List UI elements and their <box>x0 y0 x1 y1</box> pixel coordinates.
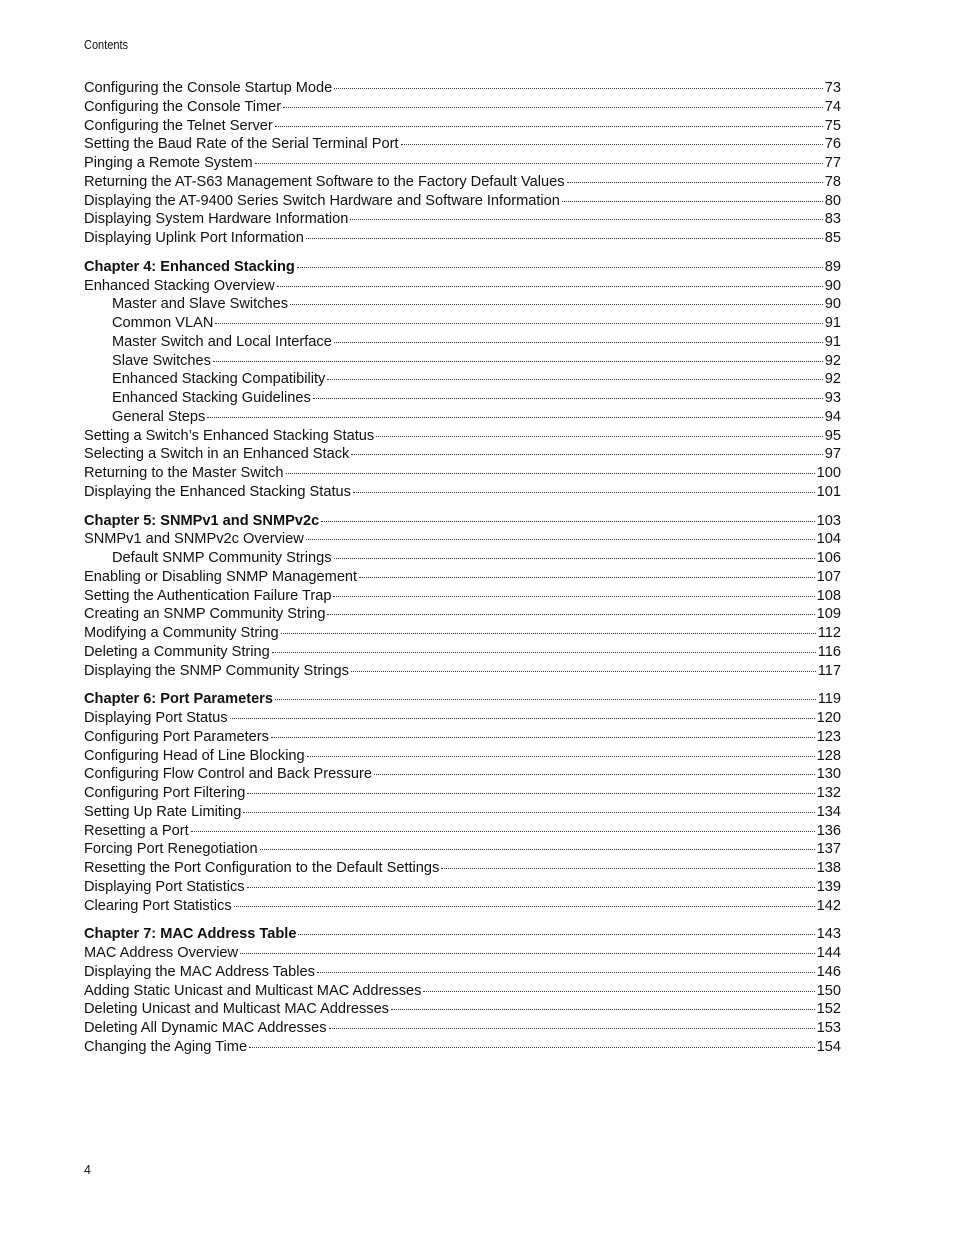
toc-entry[interactable] <box>84 117 841 136</box>
dot-leader <box>391 1008 815 1010</box>
dot-leader <box>275 698 816 700</box>
toc-entry[interactable] <box>84 277 841 296</box>
toc-entry-title: Master Switch and Local Interface <box>112 333 332 350</box>
toc-entry-title: Enabling or Disabling SNMP Management <box>84 568 358 585</box>
toc-entry[interactable] <box>84 427 841 446</box>
dot-leader <box>247 792 814 794</box>
toc-entry[interactable] <box>84 79 841 98</box>
toc-entry[interactable] <box>84 98 841 117</box>
dot-leader <box>306 538 815 540</box>
dot-leader <box>240 952 815 954</box>
page-number: 4 <box>84 1163 91 1177</box>
dot-leader <box>191 830 815 832</box>
toc-entry[interactable] <box>84 878 841 897</box>
toc-entry[interactable] <box>84 662 841 681</box>
dot-leader <box>374 773 815 775</box>
toc-entry-page: 83 <box>824 211 841 228</box>
dot-leader <box>562 200 823 202</box>
toc-entry-page: 90 <box>824 296 841 313</box>
dot-leader <box>327 378 822 380</box>
toc-entry-page: 95 <box>824 427 841 444</box>
toc-chapter-heading[interactable] <box>84 512 841 531</box>
toc-entry-title: Clearing Port Statistics <box>84 897 232 914</box>
dot-leader <box>260 848 815 850</box>
toc-entry[interactable] <box>84 445 841 464</box>
toc-entry-title: Returning to the Master Switch <box>84 465 284 481</box>
toc-entry-page: 150 <box>816 982 841 999</box>
dot-leader <box>234 905 815 907</box>
toc-entry-page: 80 <box>824 192 841 209</box>
toc-entry-page: 152 <box>816 1001 841 1018</box>
toc-entry-title: Setting the Authentication Failure Trap <box>84 587 332 604</box>
toc-entry[interactable] <box>84 192 841 211</box>
toc-entry[interactable] <box>84 314 841 333</box>
toc-entry[interactable] <box>84 1019 841 1038</box>
toc-entry-title: Chapter 7: MAC Address Table <box>84 926 297 943</box>
toc-entry-title: Forcing Port Renegotiation <box>84 841 258 858</box>
toc-entry-page: 108 <box>816 587 841 604</box>
dot-leader <box>297 266 823 268</box>
toc-entry-title: Resetting the Port Configuration to the Default Settings <box>84 860 440 876</box>
toc-entry[interactable] <box>84 173 841 192</box>
toc-entry-title: Enhanced Stacking Compatibility <box>112 371 326 388</box>
toc-entry-title: Chapter 6: Port Parameters <box>84 691 273 708</box>
toc-entry-title: Changing the Aging Time <box>84 1038 248 1055</box>
toc-entry-title: Adding Static Unicast and Multicast MAC Addresses <box>84 982 422 999</box>
dot-leader <box>334 557 815 559</box>
dot-leader <box>567 181 823 183</box>
toc-entry[interactable] <box>84 643 841 662</box>
toc-entry-title: SNMPv1 and SNMPv2c Overview <box>84 531 304 548</box>
toc-entry[interactable] <box>84 154 841 173</box>
toc-entry-title: Creating an SNMP Community String <box>84 606 326 623</box>
toc-entry[interactable] <box>84 408 841 427</box>
toc-entry-page: 136 <box>816 822 841 839</box>
toc-entry[interactable] <box>84 587 841 606</box>
dot-leader <box>255 162 823 164</box>
dot-leader <box>321 520 814 522</box>
toc-entry-title: Configuring Head of Line Blocking <box>84 747 305 764</box>
toc-entry-title: Configuring the Console Timer <box>84 98 282 115</box>
toc-entry-page: 91 <box>824 315 841 331</box>
dot-leader <box>215 322 822 324</box>
toc-entry-title: Enhanced Stacking Guidelines <box>112 390 311 406</box>
dot-leader <box>272 651 816 653</box>
toc-section <box>84 258 841 502</box>
toc-entry-title: Default SNMP Community Strings <box>112 550 332 566</box>
toc-chapter-heading[interactable] <box>84 258 841 277</box>
toc-entry-page: 109 <box>816 606 841 623</box>
toc-entry[interactable] <box>84 1000 841 1019</box>
toc-entry-title: Configuring Port Filtering <box>84 785 246 801</box>
toc-entry-title: Configuring Port Parameters <box>84 728 269 745</box>
toc-entry-page: 123 <box>816 728 841 745</box>
toc-entry[interactable] <box>84 605 841 624</box>
dot-leader <box>275 125 823 127</box>
toc-entry-title: Displaying the MAC Address Tables <box>84 963 315 980</box>
toc-entry-title: Resetting a Port <box>84 822 189 839</box>
toc-entry[interactable] <box>84 568 841 587</box>
toc-entry-page: 112 <box>817 625 841 641</box>
toc-entry[interactable] <box>84 840 841 859</box>
toc-entry-page: 77 <box>824 155 841 171</box>
dot-leader <box>298 933 814 935</box>
toc-entry-page: 76 <box>824 136 841 153</box>
toc-entry-page: 73 <box>824 80 841 96</box>
toc-entry[interactable] <box>84 822 841 841</box>
toc-entry-title: Pinging a Remote System <box>84 155 253 171</box>
toc-entry-title: Displaying the AT-9400 Series Switch Hardware and Software Information <box>84 192 560 209</box>
toc-entry-title: Chapter 4: Enhanced Stacking <box>84 258 295 275</box>
toc-entry[interactable] <box>84 897 841 916</box>
toc-entry-title: Displaying the SNMP Community Strings <box>84 662 349 679</box>
toc-entry-page: 119 <box>817 691 841 708</box>
dot-leader <box>286 472 815 474</box>
running-head: Contents <box>84 38 129 52</box>
dot-leader <box>333 595 814 597</box>
toc-entry[interactable] <box>84 963 841 982</box>
toc-entry-page: 144 <box>816 945 841 961</box>
toc-entry-title: Setting a Switch’s Enhanced Stacking Status <box>84 427 375 444</box>
toc-entry-title: MAC Address Overview <box>84 945 239 961</box>
dot-leader <box>317 971 815 973</box>
toc-entry[interactable] <box>84 229 841 248</box>
toc-entry-page: 139 <box>816 878 841 895</box>
dot-leader <box>306 237 823 239</box>
toc-entry[interactable] <box>84 530 841 549</box>
toc-entry-title: Returning the AT-S63 Management Software to the Factory Default Values <box>84 173 565 190</box>
toc-entry-title: Setting the Baud Rate of the Serial Terminal Port <box>84 136 399 153</box>
table-of-contents <box>84 79 841 1067</box>
dot-leader <box>281 632 816 634</box>
toc-entry-page: 75 <box>824 117 841 134</box>
toc-entry[interactable] <box>84 728 841 747</box>
toc-entry-title: Chapter 5: SNMPv1 and SNMPv2c <box>84 512 320 529</box>
toc-entry-title: Configuring the Console Startup Mode <box>84 80 333 96</box>
toc-entry-title: Configuring the Telnet Server <box>84 117 273 134</box>
dot-leader <box>290 303 823 305</box>
toc-entry-title: Displaying System Hardware Information <box>84 211 349 228</box>
toc-entry-page: 101 <box>816 483 841 500</box>
toc-entry-title: Deleting Unicast and Multicast MAC Addresses <box>84 1001 389 1018</box>
dot-leader <box>353 491 815 493</box>
toc-entry[interactable] <box>84 210 841 229</box>
toc-entry-page: 154 <box>816 1038 841 1055</box>
toc-entry-page: 146 <box>816 963 841 980</box>
toc-entry[interactable] <box>84 765 841 784</box>
toc-entry-title: Configuring Flow Control and Back Pressure <box>84 766 372 783</box>
toc-entry-page: 142 <box>816 897 841 914</box>
toc-entry-title: Displaying Uplink Port Information <box>84 230 304 246</box>
dot-leader <box>213 360 823 362</box>
toc-entry-page: 153 <box>816 1020 841 1036</box>
toc-entry-page: 78 <box>824 173 841 190</box>
toc-entry-title: Deleting All Dynamic MAC Addresses <box>84 1020 327 1036</box>
toc-entry-page: 103 <box>816 512 841 529</box>
toc-section <box>84 512 841 681</box>
toc-entry[interactable] <box>84 389 841 408</box>
toc-entry-page: 107 <box>816 568 841 585</box>
toc-entry[interactable] <box>84 295 841 314</box>
dot-leader <box>271 736 815 738</box>
dot-leader <box>243 811 814 813</box>
dot-leader <box>249 1046 815 1048</box>
toc-entry[interactable] <box>84 464 841 483</box>
toc-entry-page: 90 <box>824 277 841 294</box>
dot-leader <box>277 285 823 287</box>
toc-entry-title: Enhanced Stacking Overview <box>84 277 275 294</box>
dot-leader <box>359 576 815 578</box>
toc-entry-page: 106 <box>816 550 841 566</box>
toc-entry-page: 143 <box>816 926 841 943</box>
dot-leader <box>351 453 822 455</box>
toc-entry-page: 117 <box>817 662 841 679</box>
toc-entry[interactable] <box>84 1038 841 1057</box>
toc-entry-title: Master and Slave Switches <box>112 296 289 313</box>
toc-entry-page: 97 <box>824 446 841 463</box>
toc-entry-title: Modifying a Community String <box>84 625 279 641</box>
toc-entry[interactable] <box>84 549 841 568</box>
dot-leader <box>327 613 814 615</box>
dot-leader <box>307 755 815 757</box>
toc-entry-title: Slave Switches <box>112 352 211 369</box>
toc-chapter-heading[interactable] <box>84 925 841 944</box>
toc-entry-page: 137 <box>816 841 841 858</box>
toc-chapter-heading[interactable] <box>84 690 841 709</box>
toc-entry-title: Common VLAN <box>112 315 214 331</box>
toc-entry-page: 89 <box>824 258 841 275</box>
toc-entry-page: 128 <box>816 747 841 764</box>
dot-leader <box>207 416 822 418</box>
toc-entry[interactable] <box>84 803 841 822</box>
toc-entry-title: Displaying the Enhanced Stacking Status <box>84 483 351 500</box>
toc-section <box>84 79 841 248</box>
toc-entry[interactable] <box>84 333 841 352</box>
toc-entry-page: 92 <box>824 371 841 388</box>
dot-leader <box>313 397 823 399</box>
toc-entry-page: 104 <box>816 531 841 548</box>
toc-entry-page: 138 <box>816 860 841 876</box>
toc-entry[interactable] <box>84 352 841 371</box>
dot-leader <box>351 670 816 672</box>
toc-entry-page: 132 <box>816 785 841 801</box>
toc-entry-page: 94 <box>824 408 841 425</box>
toc-entry-page: 74 <box>824 98 841 115</box>
dot-leader <box>350 218 822 220</box>
toc-entry[interactable] <box>84 747 841 766</box>
toc-entry-page: 120 <box>816 710 841 726</box>
toc-entry-title: Displaying Port Statistics <box>84 878 245 895</box>
toc-section <box>84 925 841 1056</box>
dot-leader <box>376 435 823 437</box>
toc-entry[interactable] <box>84 370 841 389</box>
toc-entry[interactable] <box>84 709 841 728</box>
dot-leader <box>401 143 823 145</box>
toc-entry-page: 116 <box>817 643 841 660</box>
toc-entry[interactable] <box>84 859 841 878</box>
toc-entry-page: 130 <box>816 766 841 783</box>
toc-entry[interactable] <box>84 944 841 963</box>
toc-section <box>84 690 841 915</box>
dot-leader <box>441 867 814 869</box>
toc-entry-page: 92 <box>824 352 841 369</box>
toc-entry-title: General Steps <box>112 408 206 425</box>
toc-entry-title: Deleting a Community String <box>84 643 270 660</box>
toc-entry[interactable] <box>84 624 841 643</box>
toc-entry-title: Displaying Port Status <box>84 710 228 726</box>
toc-entry-page: 91 <box>824 333 841 350</box>
toc-entry-title: Setting Up Rate Limiting <box>84 803 242 820</box>
toc-entry-page: 100 <box>816 465 841 481</box>
toc-entry-page: 134 <box>816 803 841 820</box>
toc-entry[interactable] <box>84 135 841 154</box>
dot-leader <box>423 990 814 992</box>
toc-entry-title: Selecting a Switch in an Enhanced Stack <box>84 446 350 463</box>
dot-leader <box>247 886 815 888</box>
dot-leader <box>329 1027 815 1029</box>
toc-entry-page: 93 <box>824 390 841 406</box>
toc-entry[interactable] <box>84 784 841 803</box>
dot-leader <box>230 717 815 719</box>
toc-entry-page: 85 <box>824 230 841 246</box>
toc-entry[interactable] <box>84 483 841 502</box>
dot-leader <box>283 106 823 108</box>
toc-entry[interactable] <box>84 982 841 1001</box>
dot-leader <box>334 341 823 343</box>
dot-leader <box>334 87 823 89</box>
